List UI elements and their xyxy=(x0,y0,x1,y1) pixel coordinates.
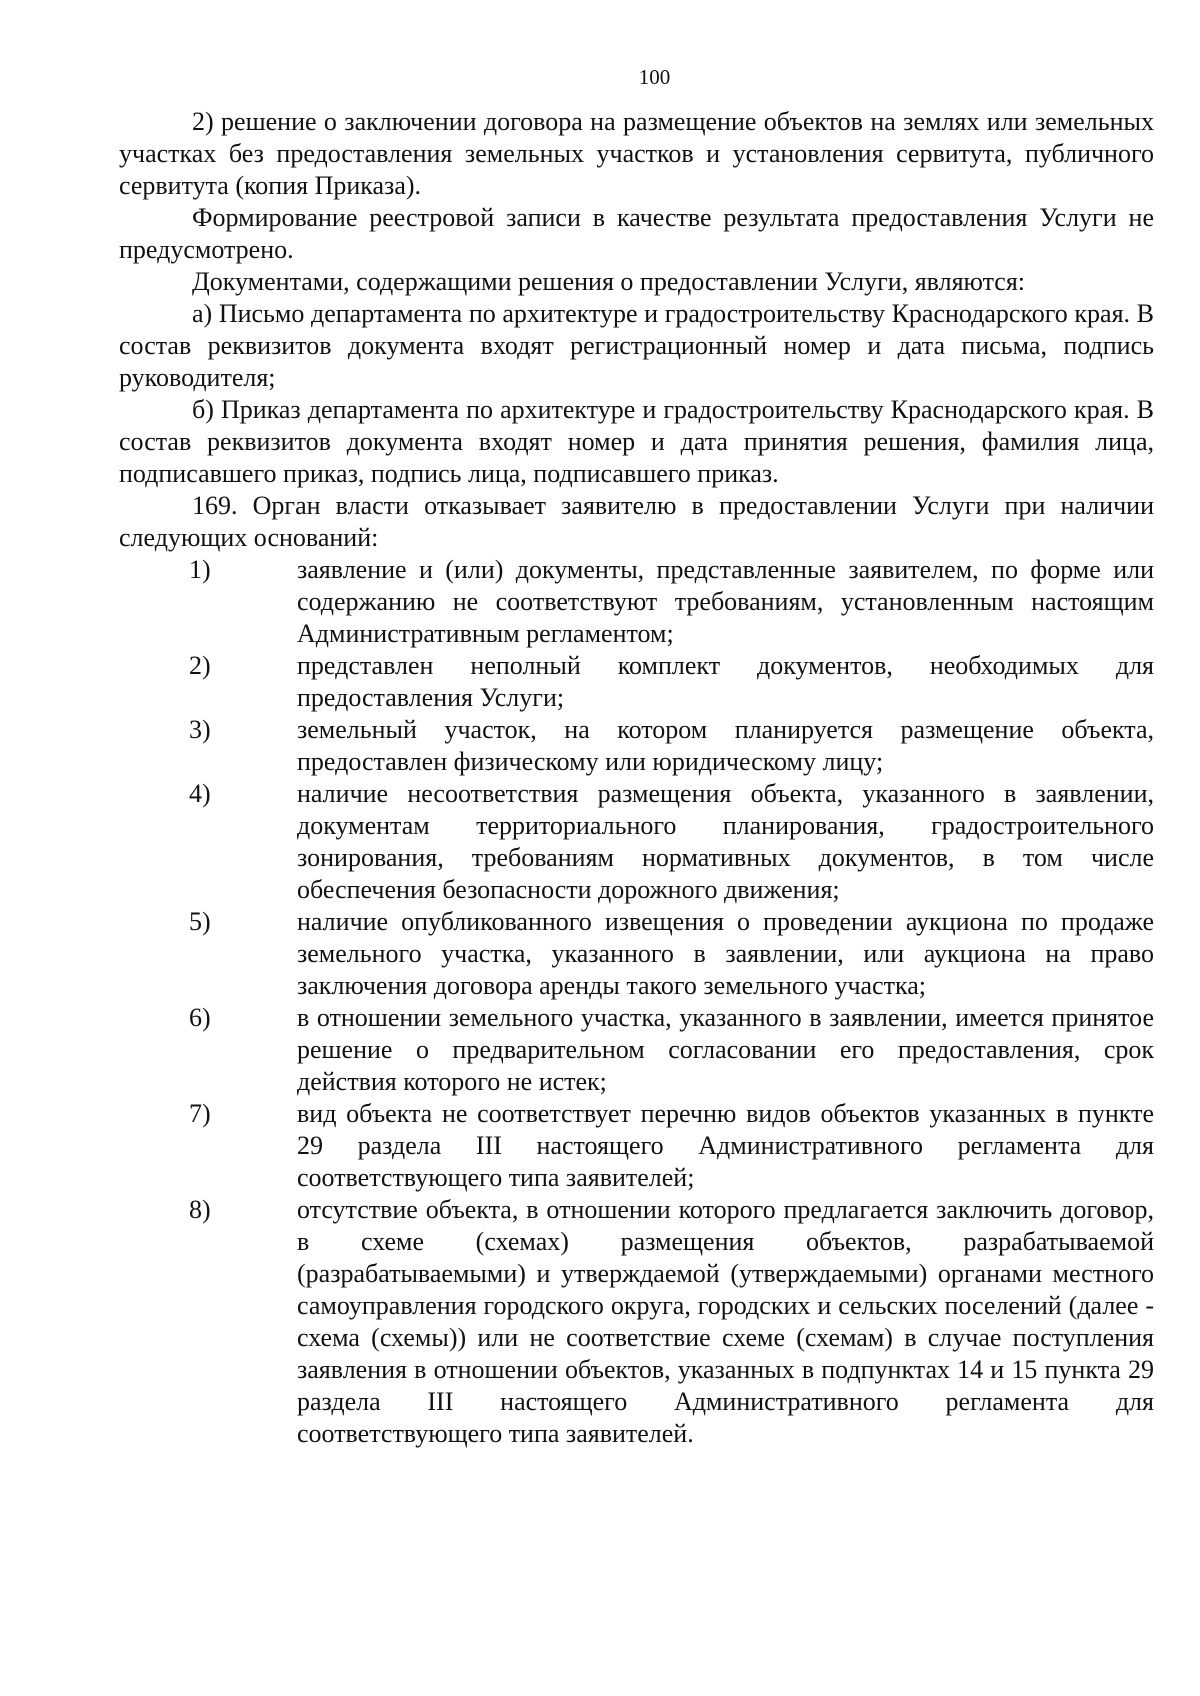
list-item xyxy=(119,906,1154,1002)
list-item-text: наличие несоответствия размещения объекта, указанного в заявлении, документам территориального планирования, градостроительного зонирования, требованиям нормативных документов, в том числе обеспечения безопасности дорожного движения; xyxy=(297,779,1154,904)
list-item xyxy=(119,1002,1154,1098)
list-item-text: заявление и (или) документы, представленные заявителем, по форме или содержанию не соответствуют требованиям, установленным настоящим Административным регламентом; xyxy=(297,555,1154,648)
list-item-text: вид объекта не соответствует перечню видов объектов указанных в пункте 29 раздела III настоящего Административного регламента для соответствующего типа заявителей; xyxy=(297,1099,1154,1192)
page-number: 100 xyxy=(638,65,671,89)
list-item-text: земельный участок, на котором планируется размещение объекта, предоставлен физическому или юридическому лицу; xyxy=(297,715,1154,776)
paragraph-order: б) Приказ департамента по архитектуре и градостроительству Краснодарского края. В состав реквизитов документа входят номер и дата принятия решения, фамилия лица, подписавшего приказ, подпись лица, подписавшего приказ. xyxy=(119,395,1154,488)
list-item-number: 6) xyxy=(189,1003,211,1032)
list-item xyxy=(119,1098,1154,1194)
list-item xyxy=(119,650,1154,714)
paragraph-registry-record: Формирование реестровой записи в качестве результата предоставления Услуги не предусмотрено. xyxy=(119,203,1154,264)
list-item xyxy=(119,778,1154,906)
list-item xyxy=(119,554,1154,650)
refusal-grounds-list xyxy=(119,554,1154,1450)
list-item-number: 7) xyxy=(189,1099,211,1128)
list-item xyxy=(119,714,1154,778)
list-item-number: 8) xyxy=(189,1195,211,1224)
list-item-number: 3) xyxy=(189,715,211,744)
paragraph-letter: а) Письмо департамента по архитектуре и градостроительству Краснодарского края. В состав реквизитов документа входят регистрационный номер и дата письма, подпись руководителя; xyxy=(119,299,1154,392)
list-item-number: 1) xyxy=(189,555,211,584)
list-item-number: 2) xyxy=(189,651,211,680)
list-item-text: наличие опубликованного извещения о проведении аукциона по продаже земельного участка, указанного в заявлении, или аукциона на право заключения договора аренды такого земельного участка; xyxy=(297,907,1154,1000)
list-item-number: 4) xyxy=(189,779,211,808)
list-item-number: 5) xyxy=(189,907,211,936)
paragraph-clause-169: 169. Орган власти отказывает заявителю в предоставлении Услуги при наличии следующих оснований: xyxy=(119,491,1154,552)
list-item xyxy=(119,1194,1154,1450)
paragraph-decision-copy: 2) решение о заключении договора на размещение объектов на землях или земельных участках без предоставления земельных участков и установления сервитута, публичного сервитута (копия Приказа). xyxy=(119,107,1154,200)
list-item-text: в отношении земельного участка, указанного в заявлении, имеется принятое решение о предварительном согласовании его предоставления, срок действия которого не истек; xyxy=(297,1003,1154,1096)
list-item-text: представлен неполный комплект документов, необходимых для предоставления Услуги; xyxy=(297,651,1154,712)
document-page xyxy=(119,62,1154,1450)
paragraph-documents-intro: Документами, содержащими решения о предоставлении Услуги, являются: xyxy=(192,267,1026,296)
list-item-text: отсутствие объекта, в отношении которого предлагается заключить договор, в схеме (схемах) размещения объектов, разрабатываемой (разрабатываемыми) и утверждаемой (утверждаемыми) органами местного самоуправления городского округа, городских и сельских поселений (далее - схема (схемы)) или не соответствие схеме (схемам) в случае поступления заявления в отношении объектов, указанных в подпунктах 14 и 15 пункта 29 раздела III настоящего Административного регламента для соответствующего типа заявителей. xyxy=(297,1195,1154,1448)
